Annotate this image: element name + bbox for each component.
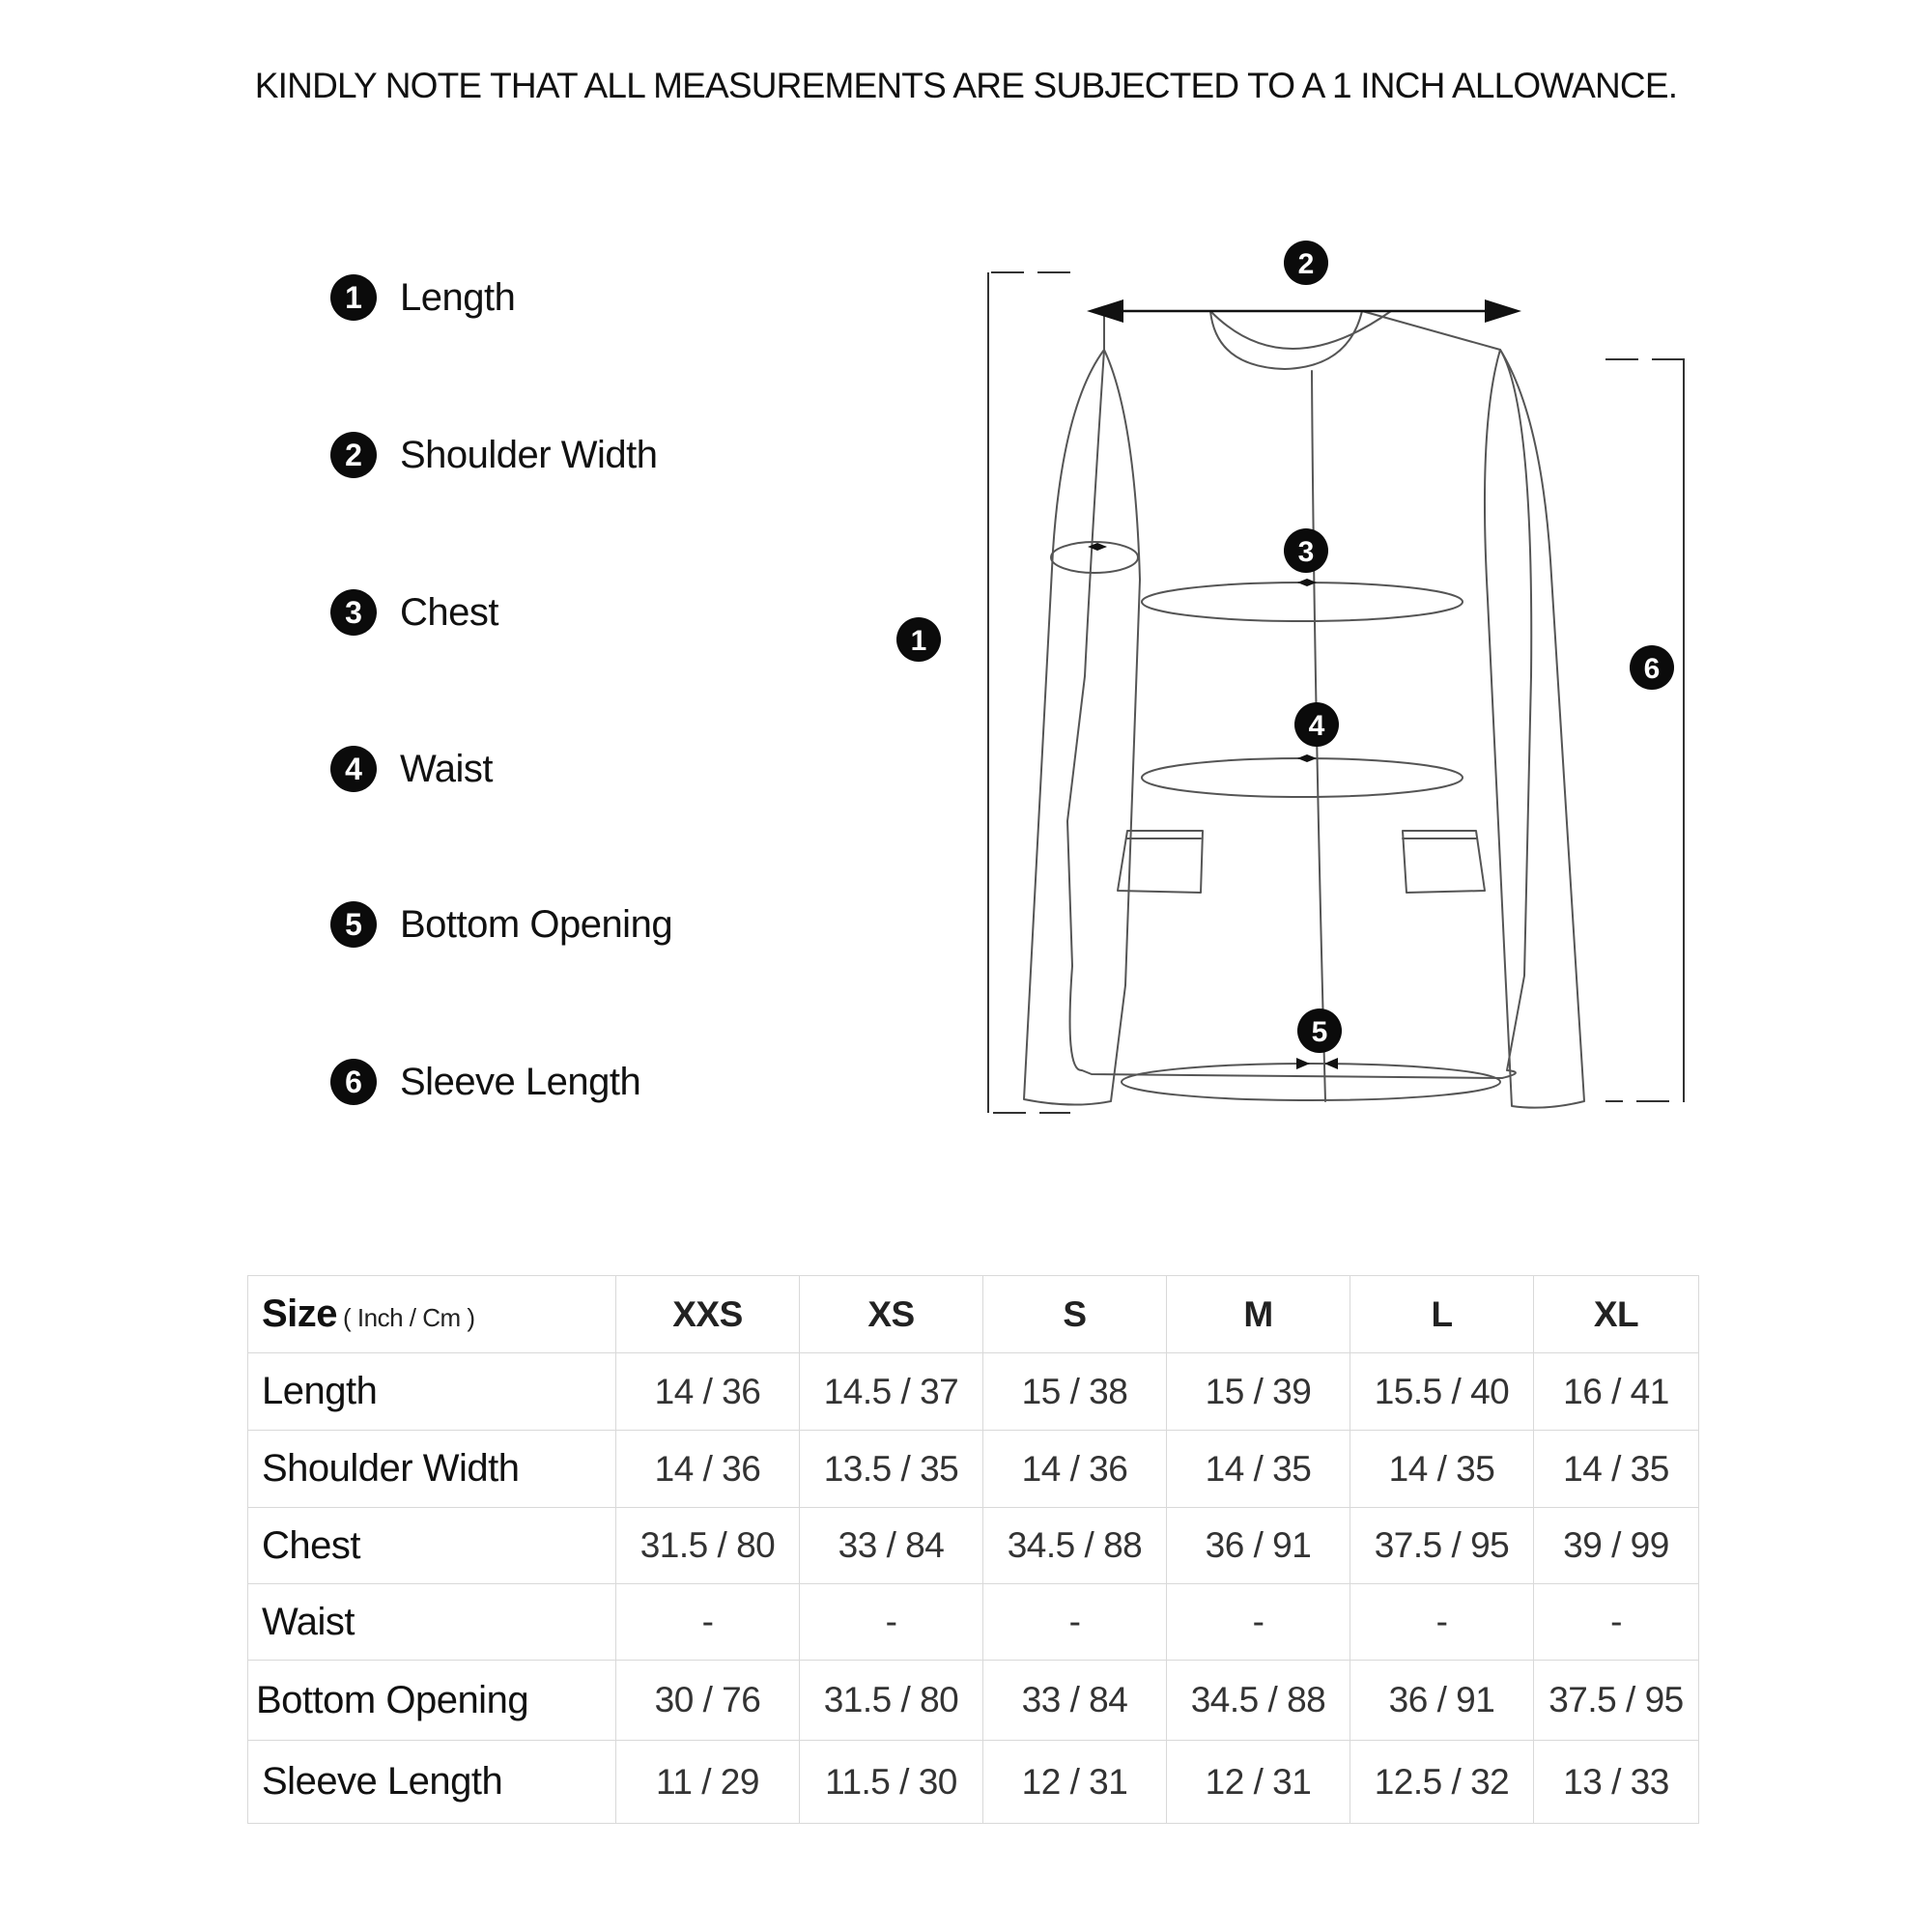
table-cell: 14.5 / 37 bbox=[800, 1353, 983, 1431]
diagram-marker-1 bbox=[896, 617, 941, 662]
table-row bbox=[248, 1431, 1699, 1508]
legend-number-badge: 4 bbox=[330, 746, 377, 792]
table-cell: 13.5 / 35 bbox=[800, 1431, 983, 1508]
table-cell: - bbox=[1350, 1584, 1534, 1661]
table-cell: 14 / 35 bbox=[1167, 1431, 1350, 1508]
row-label: Bottom Opening bbox=[248, 1661, 616, 1741]
table-cell: 34.5 / 88 bbox=[1167, 1661, 1350, 1741]
table-cell: 33 / 84 bbox=[983, 1661, 1167, 1741]
legend-number-badge: 2 bbox=[330, 432, 377, 478]
table-cell: 37.5 / 95 bbox=[1350, 1508, 1534, 1584]
table-cell: 13 / 33 bbox=[1534, 1741, 1699, 1824]
unit-label: ( Inch / Cm ) bbox=[343, 1303, 475, 1332]
svg-text:1: 1 bbox=[910, 625, 927, 657]
table-cell: 31.5 / 80 bbox=[800, 1661, 983, 1741]
table-row bbox=[248, 1353, 1699, 1431]
sleeve-dimension-line bbox=[1605, 359, 1684, 1101]
size-column-header: XS bbox=[800, 1276, 983, 1353]
legend-label: Bottom Opening bbox=[400, 902, 673, 946]
table-cell: 36 / 91 bbox=[1167, 1508, 1350, 1584]
jacket-neckline bbox=[1210, 311, 1391, 349]
table-row bbox=[248, 1741, 1699, 1824]
legend-label: Chest bbox=[400, 590, 498, 634]
svg-text:4: 4 bbox=[1308, 710, 1325, 742]
right-pocket bbox=[1403, 831, 1485, 893]
hem-measure-ellipse bbox=[1122, 1064, 1500, 1100]
diagram-marker-4 bbox=[1294, 702, 1339, 747]
legend-label: Waist bbox=[400, 747, 494, 790]
table-cell: - bbox=[1167, 1584, 1350, 1661]
svg-text:5: 5 bbox=[1311, 1016, 1328, 1048]
table-cell: - bbox=[983, 1584, 1167, 1661]
row-label: Chest bbox=[248, 1508, 616, 1584]
diagram-marker-5 bbox=[1297, 1009, 1342, 1053]
left-sleeve-outline bbox=[1024, 350, 1140, 1105]
size-column-header: XXS bbox=[616, 1276, 800, 1353]
size-column-header: L bbox=[1350, 1276, 1534, 1353]
table-cell: 30 / 76 bbox=[616, 1661, 800, 1741]
svg-text:6: 6 bbox=[1643, 653, 1661, 685]
diagram-marker-3 bbox=[1284, 528, 1328, 573]
table-cell: 14 / 35 bbox=[1350, 1431, 1534, 1508]
diagram-marker-6 bbox=[1630, 645, 1674, 690]
svg-text:3: 3 bbox=[1297, 536, 1315, 568]
size-chart-table bbox=[247, 1275, 1699, 1824]
legend-label: Sleeve Length bbox=[400, 1060, 641, 1103]
legend-label: Length bbox=[400, 275, 516, 319]
legend-label: Shoulder Width bbox=[400, 433, 658, 476]
table-cell: 37.5 / 95 bbox=[1534, 1661, 1699, 1741]
allowance-notice: KINDLY NOTE THAT ALL MEASUREMENTS ARE SUBJECTED TO A 1 INCH ALLOWANCE. bbox=[254, 66, 1678, 105]
row-label: Waist bbox=[248, 1584, 616, 1661]
legend-number-badge: 5 bbox=[330, 901, 377, 948]
table-cell: - bbox=[616, 1584, 800, 1661]
shoulder-arrow-right bbox=[1485, 299, 1521, 323]
size-unit-header bbox=[248, 1276, 616, 1353]
table-cell: 14 / 35 bbox=[1534, 1431, 1699, 1508]
size-column-header: S bbox=[983, 1276, 1167, 1353]
row-label: Length bbox=[248, 1353, 616, 1431]
table-row bbox=[248, 1661, 1699, 1741]
size-header-label: Size bbox=[262, 1293, 338, 1335]
svg-text:2: 2 bbox=[1297, 248, 1315, 280]
table-cell: 12 / 31 bbox=[983, 1741, 1167, 1824]
chest-measure-ellipse bbox=[1142, 582, 1463, 621]
table-row bbox=[248, 1508, 1699, 1584]
table-cell: 12 / 31 bbox=[1167, 1741, 1350, 1824]
legend-number-badge: 6 bbox=[330, 1059, 377, 1105]
size-column-header: XL bbox=[1534, 1276, 1699, 1353]
row-label: Sleeve Length bbox=[248, 1741, 616, 1824]
size-column-header: M bbox=[1167, 1276, 1350, 1353]
waist-measure-ellipse bbox=[1142, 758, 1463, 797]
table-cell: 14 / 36 bbox=[616, 1431, 800, 1508]
table-cell: 14 / 36 bbox=[616, 1353, 800, 1431]
table-cell: 39 / 99 bbox=[1534, 1508, 1699, 1584]
right-sleeve-outline bbox=[1485, 350, 1584, 1108]
table-row bbox=[248, 1584, 1699, 1661]
table-cell: 11 / 29 bbox=[616, 1741, 800, 1824]
jacket-body-outline bbox=[1067, 311, 1531, 1078]
row-label: Shoulder Width bbox=[248, 1431, 616, 1508]
table-cell: 15.5 / 40 bbox=[1350, 1353, 1534, 1431]
table-cell: 14 / 36 bbox=[983, 1431, 1167, 1508]
table-cell: 34.5 / 88 bbox=[983, 1508, 1167, 1584]
diagram-marker-2 bbox=[1284, 241, 1328, 285]
table-cell: 31.5 / 80 bbox=[616, 1508, 800, 1584]
table-cell: 16 / 41 bbox=[1534, 1353, 1699, 1431]
table-cell: 12.5 / 32 bbox=[1350, 1741, 1534, 1824]
legend-number-badge: 1 bbox=[330, 274, 377, 321]
waist-arrow-pair bbox=[1297, 754, 1317, 762]
table-cell: - bbox=[1534, 1584, 1699, 1661]
table-cell: 15 / 38 bbox=[983, 1353, 1167, 1431]
table-cell: 36 / 91 bbox=[1350, 1661, 1534, 1741]
table-cell: - bbox=[800, 1584, 983, 1661]
table-cell: 15 / 39 bbox=[1167, 1353, 1350, 1431]
sleeve-arrow-pair bbox=[1088, 543, 1107, 551]
table-cell: 11.5 / 30 bbox=[800, 1741, 983, 1824]
table-cell: 33 / 84 bbox=[800, 1508, 983, 1584]
size-header-row bbox=[248, 1276, 1699, 1353]
legend-number-badge: 3 bbox=[330, 589, 377, 636]
